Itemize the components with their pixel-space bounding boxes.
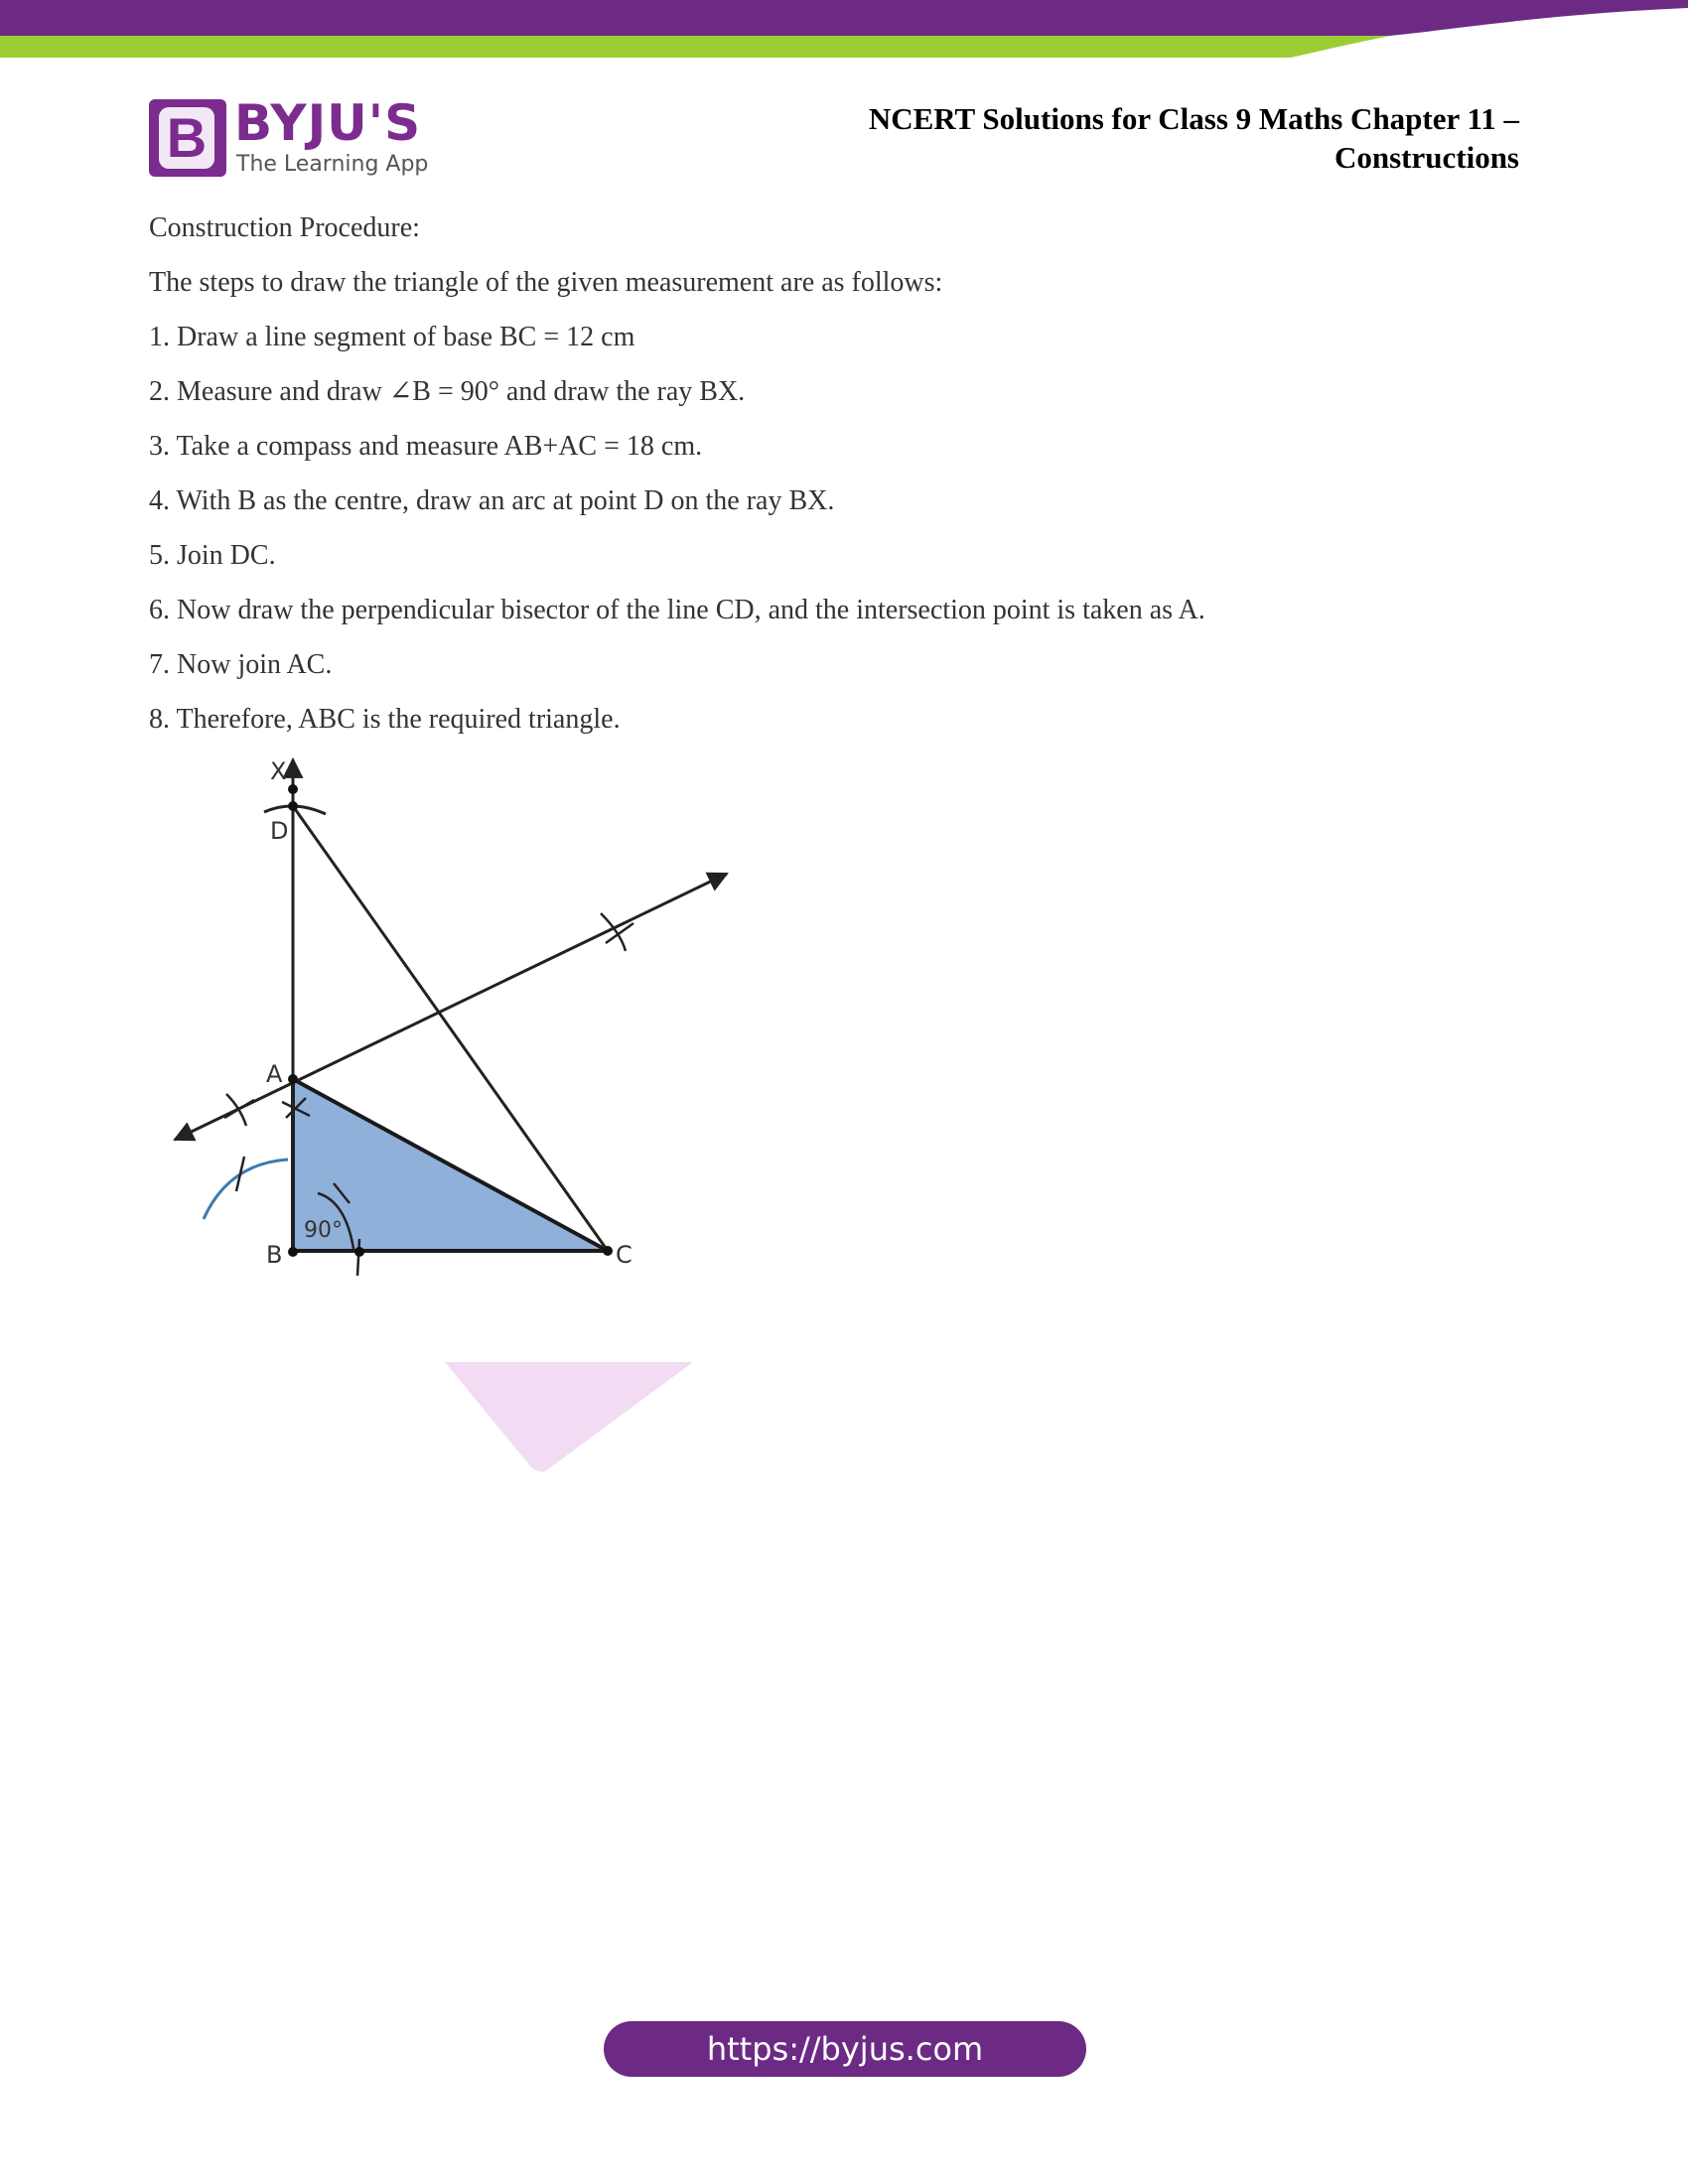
page-title-line-1: NCERT Solutions for Class 9 Maths Chapter 11 – <box>868 101 1519 136</box>
label-b: B <box>266 1241 283 1269</box>
point-d <box>288 801 298 811</box>
watermark-shape <box>445 1362 693 1472</box>
logo-name: BYJU'S <box>234 94 422 152</box>
top-banner <box>0 0 1688 60</box>
step-item: 4. With B as the centre, draw an arc at point D on the ray BX. <box>149 485 835 516</box>
footer-url-link[interactable]: https://byjus.com <box>604 2021 1086 2077</box>
page-title-line-2: Constructions <box>1334 140 1519 175</box>
point-base-mark <box>354 1247 364 1257</box>
document-body <box>149 210 1539 756</box>
step-item: 8. Therefore, ABC is the required triangle. <box>149 704 621 735</box>
byjus-logo <box>149 95 437 181</box>
point-x-marker <box>288 784 298 794</box>
logo-tagline: The Learning App <box>236 152 429 177</box>
step-item: 7. Now join AC. <box>149 649 333 680</box>
label-d: D <box>270 817 289 845</box>
section-heading: Construction Procedure: <box>149 212 420 243</box>
construction-figure <box>149 754 1539 1578</box>
step-item: 6. Now draw the perpendicular bisector of the line CD, and the intersection point is taken as A. <box>149 595 1205 625</box>
bisector-mark <box>224 1094 254 1126</box>
point-a <box>288 1074 298 1084</box>
logo-mark <box>149 99 226 177</box>
step-item: 1. Draw a line segment of base BC = 12 cm <box>149 322 635 352</box>
logo-monogram: B <box>159 107 214 169</box>
point-c <box>603 1246 613 1256</box>
step-item: 3. Take a compass and measure AB+AC = 18 cm. <box>149 431 703 462</box>
label-a: A <box>266 1060 283 1088</box>
step-item: 2. Measure and draw ∠B = 90° and draw the ray BX. <box>149 376 746 407</box>
label-angle: 90° <box>304 1218 343 1243</box>
point-b <box>288 1247 298 1257</box>
label-c: C <box>616 1241 633 1269</box>
intro-text: The steps to draw the triangle of the given measurement are as follows: <box>149 267 943 298</box>
step-item: 5. Join DC. <box>149 540 276 571</box>
page-title <box>725 99 1519 177</box>
compass-arc-b <box>204 1160 288 1219</box>
perpendicular-bisector <box>175 874 727 1140</box>
label-x: X <box>270 757 287 785</box>
